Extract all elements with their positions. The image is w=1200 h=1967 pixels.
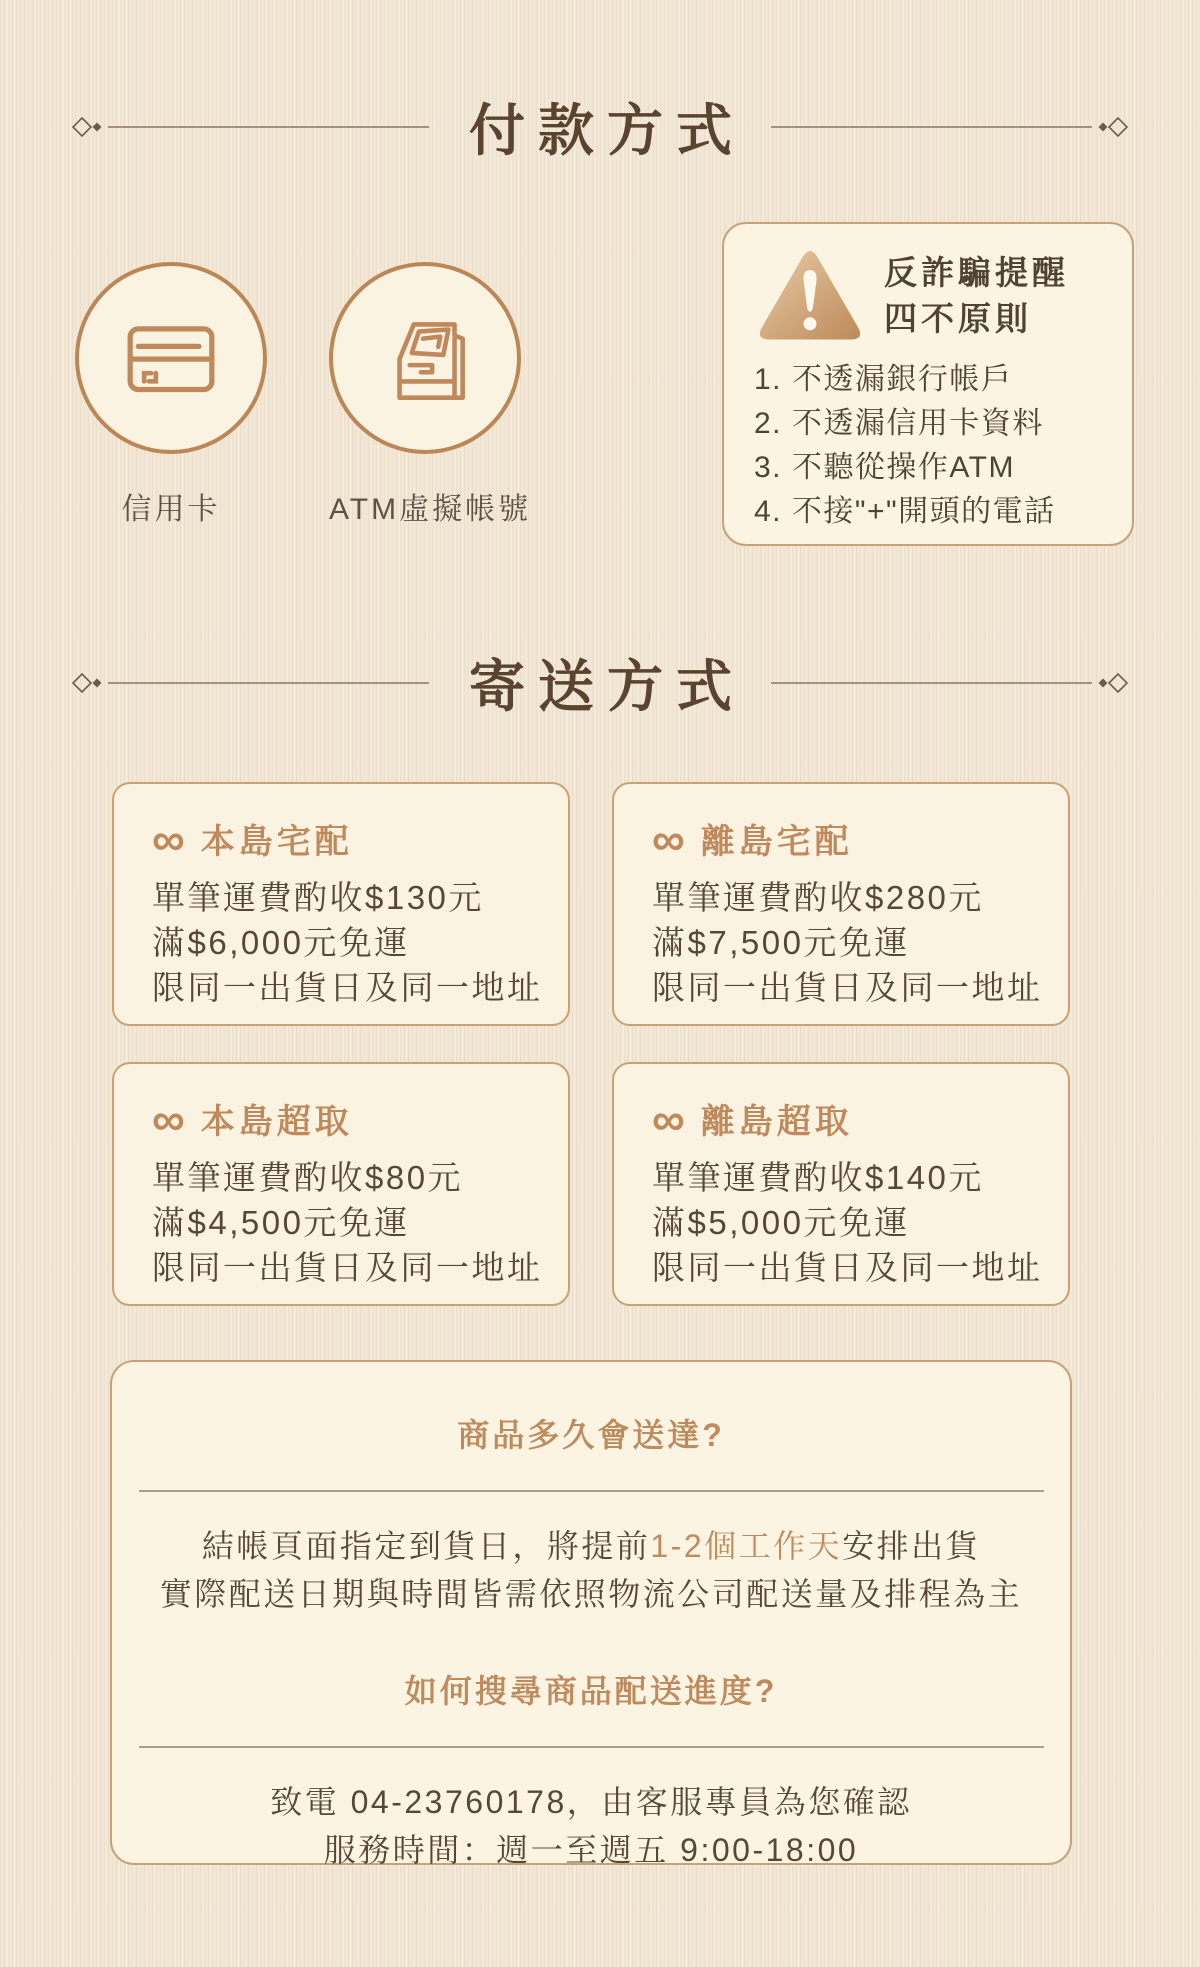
infinity-icon: ∞ [152, 812, 185, 865]
payment-methods [75, 262, 532, 528]
shipping-card-name: 本島宅配 [200, 823, 353, 861]
infinity-icon: ∞ [152, 1092, 185, 1145]
shipping-note: 限同一出貨日及同一地址 [652, 969, 1043, 1006]
fraud-rule: 3. 不聽從操作ATM [754, 451, 1015, 484]
payment-method-atm [329, 262, 532, 528]
shipping-fee: 單筆運費酌收$130元 [152, 879, 484, 916]
faq-answer-delivery-schedule: 實際配送日期與時間皆需依照物流公司配送量及排程為主 [159, 1576, 1023, 1612]
section-title-shipping: 寄送方式 [469, 657, 745, 719]
fraud-rule: 4. 不接"+"開頭的電話 [754, 495, 1056, 528]
payment-section-heading [0, 92, 1200, 162]
atm-circle [329, 262, 521, 454]
payment-method-credit-card [75, 262, 267, 528]
fraud-alert-rules [754, 358, 1104, 534]
payment-method-label: ATM虛擬帳號 [329, 493, 532, 526]
fraud-alert-box [722, 222, 1134, 546]
shipping-card-island-pickup [612, 1062, 1070, 1306]
divider-line [139, 1490, 1044, 1492]
fraud-rule: 2. 不透漏信用卡資料 [754, 407, 1044, 440]
faq-answer-phone: 致電 04-23760178，由客服專員為您確認 [270, 1784, 912, 1820]
shipping-card-heading [152, 814, 568, 863]
shipping-note: 限同一出貨日及同一地址 [152, 969, 543, 1006]
credit-card-circle [75, 262, 267, 454]
shipping-card-name: 本島超取 [200, 1103, 353, 1141]
answer-text: 結帳頁面指定到貨日，將提前 [201, 1528, 651, 1564]
shipping-card-heading [652, 814, 1068, 863]
shipping-card-mainland-home [112, 782, 570, 1026]
shipping-card-body [152, 1155, 568, 1290]
answer-highlight: 1-2個工作天 [650, 1528, 843, 1564]
fraud-alert-title-line2: 四不原則 [884, 300, 1032, 337]
divider-line [139, 1746, 1044, 1748]
infinity-icon: ∞ [652, 1092, 685, 1145]
shipping-section-heading [0, 648, 1200, 718]
diamond-ornament-icon [72, 671, 108, 695]
shipping-note: 限同一出貨日及同一地址 [152, 1249, 543, 1286]
divider-line [108, 126, 429, 128]
section-title-payment: 付款方式 [469, 101, 745, 163]
free-shipping-threshold: 滿$5,000元免運 [652, 1204, 910, 1241]
fraud-alert-header [754, 246, 1104, 346]
atm-icon [369, 302, 481, 414]
shipping-card-body [652, 1155, 1068, 1290]
payment-method-label: 信用卡 [121, 493, 221, 526]
shipping-card-body [652, 875, 1068, 1010]
shipping-card-heading [152, 1094, 568, 1143]
faq-answer-delivery-time [112, 1522, 1070, 1570]
shipping-fee: 單筆運費酌收$140元 [652, 1159, 984, 1196]
diamond-ornament-icon [72, 115, 108, 139]
shipping-fee: 單筆運費酌收$280元 [652, 879, 984, 916]
fraud-alert-title-line1: 反詐騙提醒 [884, 254, 1069, 291]
shipping-card-name: 離島宅配 [700, 823, 853, 861]
faq-question-track-progress: 如何搜尋商品配送進度? [404, 1673, 778, 1709]
shipping-note: 限同一出貨日及同一地址 [652, 1249, 1043, 1286]
shipping-card-island-home [612, 782, 1070, 1026]
shipping-fee: 單筆運費酌收$80元 [152, 1159, 464, 1196]
faq-question-delivery-time: 商品多久會送達? [457, 1417, 725, 1453]
shipping-cards-grid [112, 782, 1070, 1306]
infinity-icon: ∞ [652, 812, 685, 865]
free-shipping-threshold: 滿$4,500元免運 [152, 1204, 410, 1241]
payment-methods-row [75, 222, 1134, 546]
warning-triangle-icon [754, 246, 866, 346]
faq-answer-service-hours: 服務時間：週一至週五 9:00-18:00 [323, 1832, 859, 1868]
fraud-rule: 1. 不透漏銀行帳戶 [754, 363, 1013, 396]
fraud-alert-title [884, 250, 1069, 342]
shipping-card-mainland-pickup [112, 1062, 570, 1306]
divider-line [108, 682, 429, 684]
shipping-card-name: 離島超取 [700, 1103, 853, 1141]
answer-text: 安排出貨 [842, 1528, 981, 1564]
credit-card-icon [115, 302, 227, 414]
free-shipping-threshold: 滿$6,000元免運 [152, 924, 410, 961]
delivery-faq-box [110, 1360, 1072, 1868]
divider-line [771, 682, 1092, 684]
free-shipping-threshold: 滿$7,500元免運 [652, 924, 910, 961]
divider-line [771, 126, 1092, 128]
diamond-ornament-icon [1092, 671, 1128, 695]
shipping-card-heading [652, 1094, 1068, 1143]
diamond-ornament-icon [1092, 115, 1128, 139]
shipping-card-body [152, 875, 568, 1010]
